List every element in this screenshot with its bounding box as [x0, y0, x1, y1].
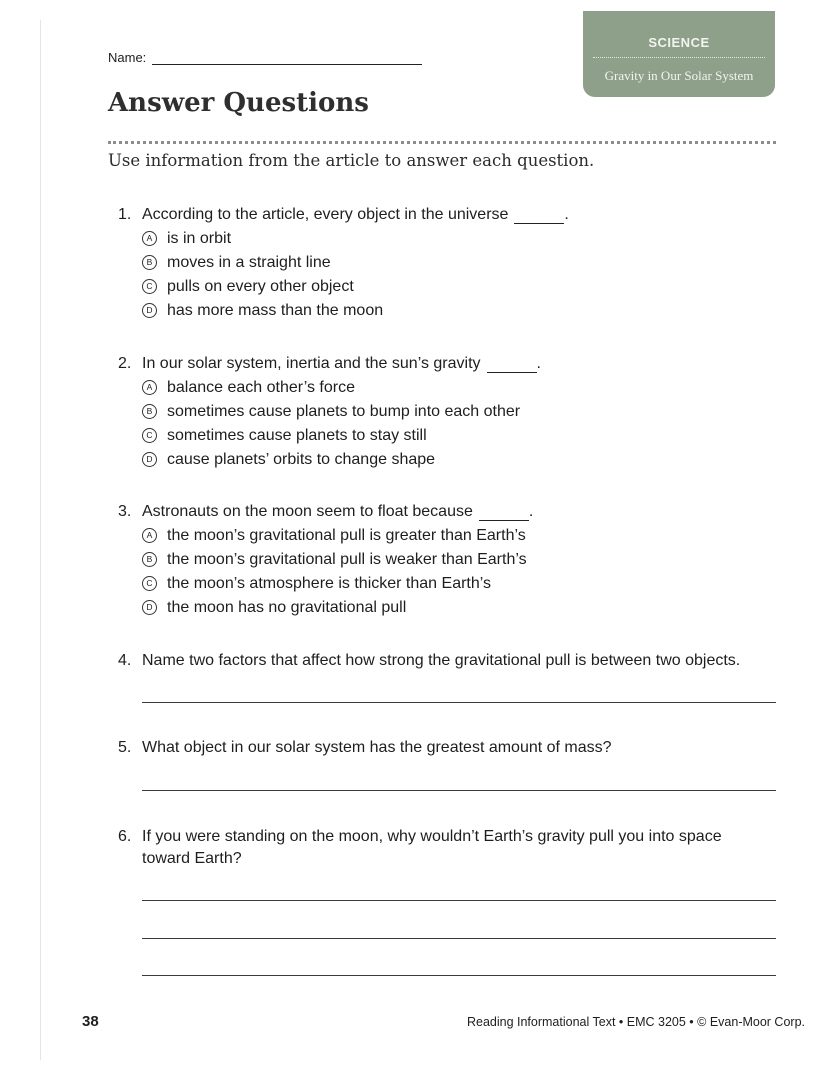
question-2 — [118, 355, 778, 469]
answer-line[interactable] — [142, 790, 776, 791]
name-label: Name: — [108, 50, 147, 65]
question-1 — [118, 206, 778, 320]
subject-tab — [583, 11, 775, 97]
option-c[interactable] — [142, 574, 778, 593]
option-text: is in orbit — [167, 230, 232, 247]
bubble-b-icon[interactable]: B — [142, 552, 157, 567]
answer-line[interactable] — [142, 900, 776, 901]
option-c[interactable] — [142, 426, 778, 445]
option-text: moves in a straight line — [167, 254, 331, 271]
blank-line — [514, 211, 564, 224]
question-text: What object in our solar system has the greatest amount of mass? — [142, 739, 612, 756]
question-3 — [118, 503, 778, 617]
option-a[interactable] — [142, 526, 778, 545]
tab-divider — [593, 57, 765, 58]
question-text: Astronauts on the moon seem to float because — [142, 503, 473, 520]
question-number: 4. — [118, 652, 132, 669]
bubble-c-icon[interactable]: C — [142, 576, 157, 591]
question-text: Name two factors that affect how strong the gravitational pull is between two objects. — [142, 652, 741, 669]
option-c[interactable] — [142, 277, 778, 296]
answer-line[interactable] — [142, 938, 776, 939]
option-a[interactable] — [142, 378, 778, 397]
question-text-line2: toward Earth? — [142, 850, 242, 867]
bubble-b-icon[interactable]: B — [142, 255, 157, 270]
question-end: . — [564, 206, 569, 223]
question-number: 1. — [118, 206, 132, 223]
question-4 — [118, 652, 778, 670]
bubble-b-icon[interactable]: B — [142, 404, 157, 419]
option-d[interactable] — [142, 450, 778, 469]
page-number: 38 — [82, 1013, 99, 1030]
option-text: cause planets’ orbits to change shape — [167, 451, 436, 468]
option-d[interactable] — [142, 598, 778, 617]
instructions: Use information from the article to answer each question. — [108, 151, 595, 170]
question-5 — [118, 739, 778, 757]
question-number: 2. — [118, 355, 132, 372]
bubble-c-icon[interactable]: C — [142, 279, 157, 294]
question-number: 5. — [118, 739, 132, 756]
bubble-d-icon[interactable]: D — [142, 600, 157, 615]
question-number: 3. — [118, 503, 132, 520]
option-text: sometimes cause planets to bump into each other — [167, 403, 521, 420]
name-input-line[interactable] — [152, 53, 422, 65]
option-b[interactable] — [142, 550, 778, 569]
dotted-divider — [108, 141, 776, 144]
bubble-c-icon[interactable]: C — [142, 428, 157, 443]
margin-line — [40, 20, 41, 1060]
question-text: If you were standing on the moon, why wouldn’t Earth’s gravity pull you into space — [142, 828, 722, 845]
question-6 — [118, 828, 778, 868]
option-text: balance each other’s force — [167, 379, 355, 396]
bubble-d-icon[interactable]: D — [142, 303, 157, 318]
question-text: According to the article, every object in the universe — [142, 206, 509, 223]
option-b[interactable] — [142, 253, 778, 272]
footer-credit: Reading Informational Text • EMC 3205 • © Evan-Moor Corp. — [466, 1015, 805, 1029]
question-number: 6. — [118, 828, 132, 845]
option-text: pulls on every other object — [167, 278, 354, 295]
subject-label: SCIENCE — [648, 35, 710, 50]
option-d[interactable] — [142, 301, 778, 320]
option-text: has more mass than the moon — [167, 302, 384, 319]
option-text: the moon’s gravitational pull is weaker than Earth’s — [167, 551, 527, 568]
option-text: the moon has no gravitational pull — [167, 599, 407, 616]
option-text: the moon’s gravitational pull is greater than Earth’s — [167, 527, 526, 544]
bubble-a-icon[interactable]: A — [142, 231, 157, 246]
blank-line — [479, 508, 529, 521]
bubble-a-icon[interactable]: A — [142, 380, 157, 395]
option-text: sometimes cause planets to stay still — [167, 427, 427, 444]
question-end: . — [528, 503, 534, 520]
answer-line[interactable] — [142, 702, 776, 703]
topic-label: Gravity in Our Solar System — [604, 68, 754, 83]
question-text: In our solar system, inertia and the sun’s gravity — [142, 355, 481, 372]
option-b[interactable] — [142, 402, 778, 421]
option-text: the moon’s atmosphere is thicker than Earth’s — [167, 575, 492, 592]
answer-line[interactable] — [142, 975, 776, 976]
page-title: Answer Questions — [108, 88, 369, 118]
bubble-a-icon[interactable]: A — [142, 528, 157, 543]
bubble-d-icon[interactable]: D — [142, 452, 157, 467]
question-end: . — [536, 355, 541, 372]
name-field — [108, 50, 422, 65]
option-a[interactable] — [142, 229, 778, 248]
blank-line — [487, 360, 537, 373]
